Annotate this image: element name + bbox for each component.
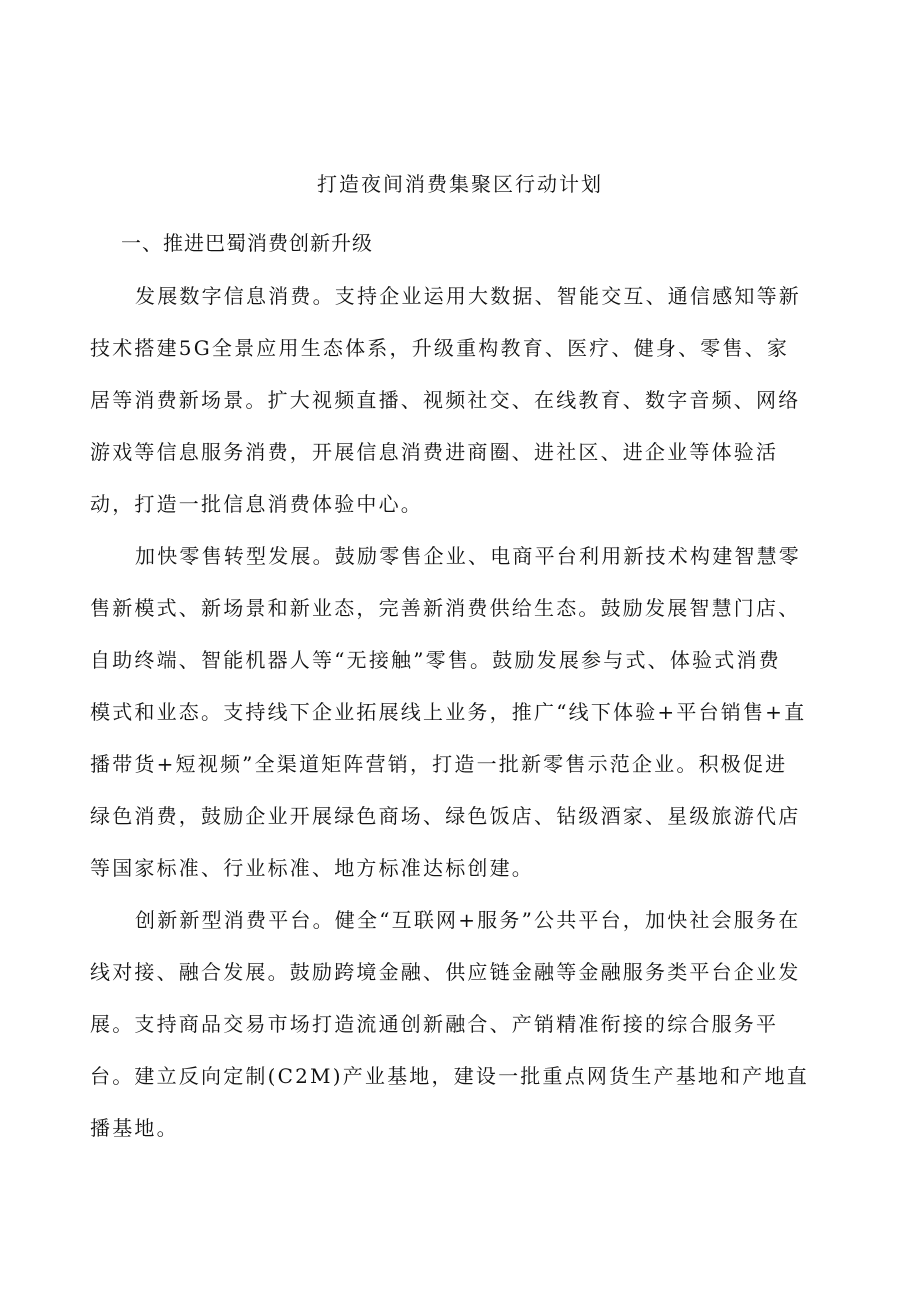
paragraph-line: 展。支持商品交易市场打造流通创新融合、产销精准衔接的综合服务平	[90, 1012, 779, 1036]
section-heading: 一、推进巴蜀消费创新升级	[121, 231, 373, 255]
paragraph-line: 售新模式、新场景和新业态，完善新消费供给生态。鼓励发展智慧门店、	[90, 596, 801, 620]
paragraph-line: 线对接、融合发展。鼓励跨境金融、供应链金融等金融服务类平台企业发	[90, 960, 801, 984]
paragraph-line: 等国家标准、行业标准、地方标准达标创建。	[90, 856, 534, 880]
paragraph-line: 创新新型消费平台。健全“互联网+服务”公共平台，加快社会服务在	[135, 908, 801, 932]
paragraph-line: 播带货+短视频”全渠道矩阵营销，打造一批新零售示范企业。积极促进	[90, 752, 788, 776]
paragraph-line: 绿色消费，鼓励企业开展绿色商场、绿色饭店、钻级酒家、星级旅游代店	[90, 804, 801, 828]
paragraph-line: 发展数字信息消费。支持企业运用大数据、智能交互、通信感知等新	[135, 284, 801, 308]
paragraph-line: 居等消费新场景。扩大视频直播、视频社交、在线教育、数字音频、网络	[90, 388, 801, 412]
paragraph-line: 游戏等信息服务消费，开展信息消费进商圈、进社区、进企业等体验活	[90, 440, 779, 464]
paragraph-line: 自助终端、智能机器人等“无接触”零售。鼓励发展参与式、体验式消费	[90, 648, 781, 672]
paragraph-line: 台。建立反向定制(C2M)产业基地，建设一批重点网货生产基地和产地直	[90, 1064, 809, 1088]
paragraph-consumption-platform	[90, 894, 850, 1154]
paragraph-line: 技术搭建5G全景应用生态体系，升级重构教育、医疗、健身、零售、家	[90, 336, 790, 360]
document-title: 打造夜间消费集聚区行动计划	[317, 172, 603, 196]
paragraph-digital-consumption	[90, 270, 850, 530]
paragraph-retail-transformation	[90, 530, 850, 894]
paragraph-line: 加快零售转型发展。鼓励零售企业、电商平台利用新技术构建智慧零	[135, 544, 801, 568]
paragraph-line: 播基地。	[90, 1116, 179, 1140]
paragraph-line: 模式和业态。支持线下企业拓展线上业务，推广“线下体验+平台销售+直	[90, 700, 807, 724]
paragraph-line: 动，打造一批信息消费体验中心。	[90, 492, 423, 516]
